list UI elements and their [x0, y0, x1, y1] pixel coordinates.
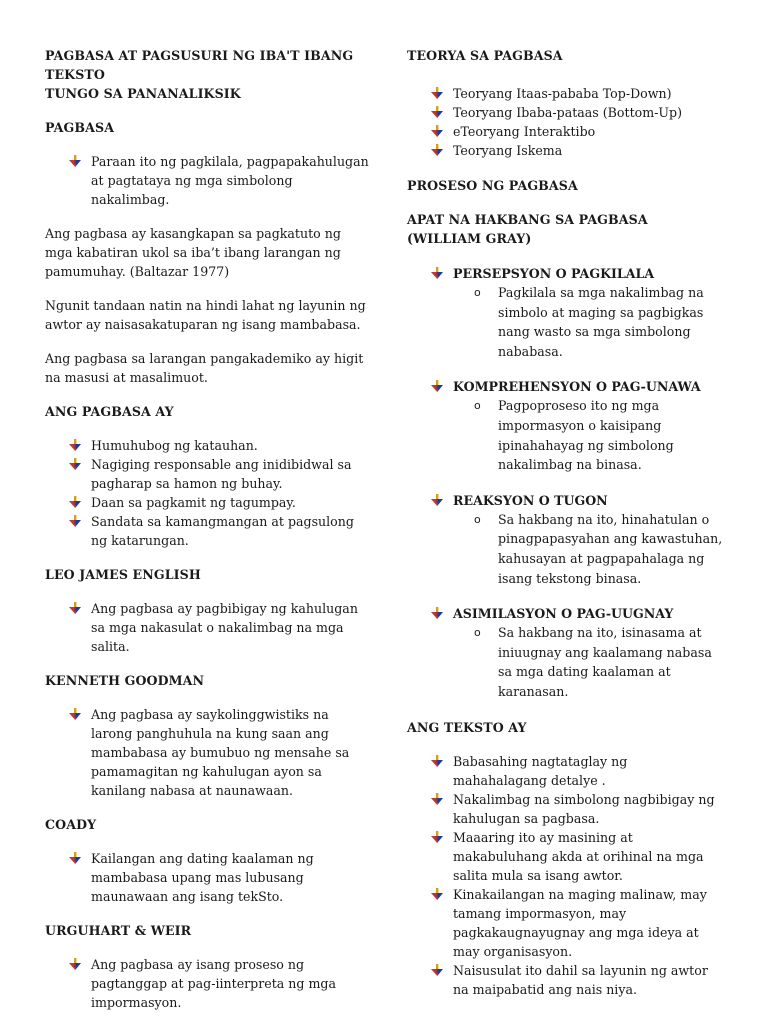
list-item: [407, 122, 725, 141]
list-item: [45, 705, 370, 800]
ang-pagbasa-list: [45, 436, 370, 550]
teorya-list: [407, 84, 725, 160]
step-title: REAKSYON O TUGON: [453, 492, 608, 508]
title-line-2: TUNGO SA PANANALIKSIK: [45, 86, 241, 101]
step-description: Sa hakbang na ito, isinasama at iniuugnay ang kaalamang nabasa sa mga dating kaalaman at karanasan.: [498, 625, 712, 699]
step-desc-list: [474, 510, 725, 588]
step-item: [407, 377, 725, 474]
coady-list: [45, 849, 370, 906]
step-title-list: [407, 604, 725, 623]
leo-heading: LEO JAMES ENGLISH: [45, 567, 201, 582]
list-item: [45, 599, 370, 656]
step-desc-list: [474, 283, 725, 361]
step-desc-item: [474, 510, 725, 588]
kenneth-list: [45, 705, 370, 800]
list-item-text: Daan sa pagkamit ng tagumpay.: [91, 495, 296, 510]
title-line-1: PAGBASA AT PAGSUSURI NG IBA'T IBANG TEKSTO: [45, 48, 354, 82]
leo-list: [45, 599, 370, 656]
apat-heading: [407, 210, 725, 248]
list-item-text: Ang pagbasa ay saykolinggwistiks na larong panghuhula na kung saan ang mambabasa ay bumubuo ng mensahe sa pamamagitan ng kahulugan ayon sa kanilang nabasa at naunawaan.: [91, 707, 350, 798]
list-item: [407, 885, 725, 961]
teorya-heading: TEORYA SA PAGBASA: [407, 48, 563, 63]
arrow-down-bullet-icon: [431, 755, 443, 767]
list-item-text: Babasahing nagtataglay ng mahahalagang detalye .: [453, 753, 628, 788]
teksto-list: [407, 752, 725, 999]
list-item: [407, 84, 725, 103]
step-desc-list: [474, 396, 725, 474]
list-item-text: Naisusulat ito dahil sa layunin ng awtor na maipabatid ang nais niya.: [453, 962, 708, 997]
step-desc-item: [474, 283, 725, 361]
step-description: Pagkilala sa mga nakalimbag na simbolo at maging sa pagbigkas nang wasto sa mga simbolong nababasa.: [498, 285, 704, 359]
list-item-text: Nakalimbag na simbolong nagbibigay ng kahulugan sa pagbasa.: [453, 791, 715, 826]
arrow-down-bullet-icon: [69, 458, 81, 470]
urguhart-heading: URGUHART & WEIR: [45, 923, 192, 938]
steps-list: [407, 264, 725, 702]
arrow-down-bullet-icon: [69, 958, 81, 970]
list-item: [45, 493, 370, 512]
list-item-text: Teoryang Iskema: [453, 143, 563, 158]
step-desc-list: [474, 623, 725, 701]
arrow-down-bullet-icon: [431, 964, 443, 976]
arrow-down-bullet-icon: [431, 607, 443, 619]
step-title: PERSEPSYON O PAGKILALA: [453, 266, 655, 281]
list-item: [407, 790, 725, 828]
arrow-down-bullet-icon: [69, 439, 81, 451]
circle-bullet-icon: o: [474, 399, 481, 413]
step-title-item: [407, 604, 725, 623]
arrow-down-bullet-icon: [431, 125, 443, 137]
step-item: [407, 491, 725, 588]
list-item-text: Sandata sa kamangmangan at pagsulong ng katarungan.: [91, 514, 354, 548]
list-item-text: Ang pagbasa ay pagbibigay ng kahulugan sa mga nakasulat o nakalimbag na mga salita.: [91, 601, 358, 654]
list-item: [407, 828, 725, 885]
arrow-down-bullet-icon: [69, 852, 81, 864]
list-item-text: Paraan ito ng pagkilala, pagpapakahulugan at pagtataya ng mga simbolong nakalimbag.: [91, 154, 369, 207]
kenneth-heading: KENNETH GOODMAN: [45, 673, 205, 688]
arrow-down-bullet-icon: [69, 602, 81, 614]
step-title-item: [407, 491, 725, 510]
step-title-list: [407, 377, 725, 396]
list-item: [407, 103, 725, 122]
document-title: [45, 46, 370, 103]
step-desc-item: [474, 623, 725, 701]
list-item-text: Teoryang Itaas-pababa Top-Down): [453, 86, 672, 101]
list-item-text: Kailangan ang dating kaalaman ng mambabasa upang mas lubusang maunawaan ang isang tekSto.: [91, 851, 314, 904]
list-item: [45, 512, 370, 550]
pagbasa-heading: PAGBASA: [45, 120, 115, 135]
list-item-text: Nagiging responsable ang inidibidwal sa pagharap sa hamon ng buhay.: [91, 457, 352, 491]
list-item: [407, 752, 725, 790]
list-item: [45, 455, 370, 493]
teksto-heading: ANG TEKSTO AY: [407, 719, 527, 735]
list-item: [45, 152, 370, 209]
step-title: KOMPREHENSYON O PAG-UNAWA: [453, 379, 701, 395]
circle-bullet-icon: o: [474, 626, 481, 640]
step-item: [407, 264, 725, 361]
step-title-item: [407, 377, 725, 396]
apat-heading-line-2: (WILLIAM GRAY): [407, 231, 532, 246]
circle-bullet-icon: o: [474, 512, 481, 526]
step-item: [407, 604, 725, 701]
arrow-down-bullet-icon: [431, 380, 443, 392]
coady-heading: COADY: [45, 817, 97, 832]
step-description: Sa hakbang na ito, hinahatulan o pinagpapasyahan ang kawastuhan, kahusayan at pagpapahalaga ng isang tekstong binasa.: [498, 511, 723, 586]
apat-heading-line-1: APAT NA HAKBANG SA PAGBASA: [407, 212, 648, 227]
list-item: [45, 436, 370, 455]
list-item: [407, 141, 725, 160]
list-item: [45, 849, 370, 906]
circle-bullet-icon: o: [474, 286, 481, 299]
list-item-text: Kinakailangan na maging malinaw, may tamang impormasyon, may pagkakaugnayugnay ang mga ideya at may organisasyon.: [453, 886, 707, 959]
arrow-down-bullet-icon: [431, 267, 443, 279]
arrow-down-bullet-icon: [69, 496, 81, 508]
arrow-down-bullet-icon: [69, 708, 81, 720]
list-item-text: Maaaring ito ay masining at makabuluhang akda at orihinal na mga salita mula sa isang awtor.: [453, 829, 704, 883]
arrow-down-bullet-icon: [431, 888, 443, 900]
list-item-text: Ang pagbasa ay isang proseso ng pagtanggap at pag-iinterpreta ng mga impormasyon.: [91, 957, 336, 1010]
paragraph-3: Ang pagbasa sa larangan pangakademiko ay higit na masusi at masalimuot.: [45, 351, 364, 385]
arrow-down-bullet-icon: [431, 144, 443, 156]
pagbasa-list: [45, 152, 370, 209]
arrow-down-bullet-icon: [69, 515, 81, 527]
paragraph-2: Ngunit tandaan natin na hindi lahat ng layunin ng awtor ay naisasakatuparan ng isang mambabasa.: [45, 298, 366, 332]
list-item: [407, 961, 725, 999]
left-column: [45, 46, 370, 1027]
arrow-down-bullet-icon: [69, 155, 81, 167]
step-desc-item: [474, 396, 725, 474]
list-item: [45, 955, 370, 1012]
list-item-text: Humuhubog ng katauhan.: [91, 438, 258, 453]
step-title-item: [407, 264, 725, 283]
arrow-down-bullet-icon: [431, 831, 443, 843]
urguhart-list: [45, 955, 370, 1012]
right-column: [407, 46, 725, 1014]
list-item-text: eTeoryang Interaktibo: [453, 124, 596, 139]
arrow-down-bullet-icon: [431, 87, 443, 99]
arrow-down-bullet-icon: [431, 793, 443, 805]
list-item-text: Teoryang Ibaba-pataas (Bottom-Up): [453, 105, 682, 120]
arrow-down-bullet-icon: [431, 106, 443, 118]
step-title-list: [407, 491, 725, 510]
step-title: ASIMILASYON O PAG-UUGNAY: [453, 606, 674, 622]
step-description: Pagpoproseso ito ng mga impormasyon o kaisipang ipinahahayag ng simbolong nakalimbag na binasa.: [498, 398, 674, 473]
proseso-heading: PROSESO NG PAGBASA: [407, 178, 578, 193]
ang-pagbasa-heading: ANG PAGBASA AY: [45, 404, 174, 419]
arrow-down-bullet-icon: [431, 494, 443, 506]
paragraph-1: Ang pagbasa ay kasangkapan sa pagkatuto ng mga kabatiran ukol sa iba’t ibang larangan ng pamumuhay. (Baltazar 1977): [45, 226, 341, 279]
step-title-list: [407, 264, 725, 283]
